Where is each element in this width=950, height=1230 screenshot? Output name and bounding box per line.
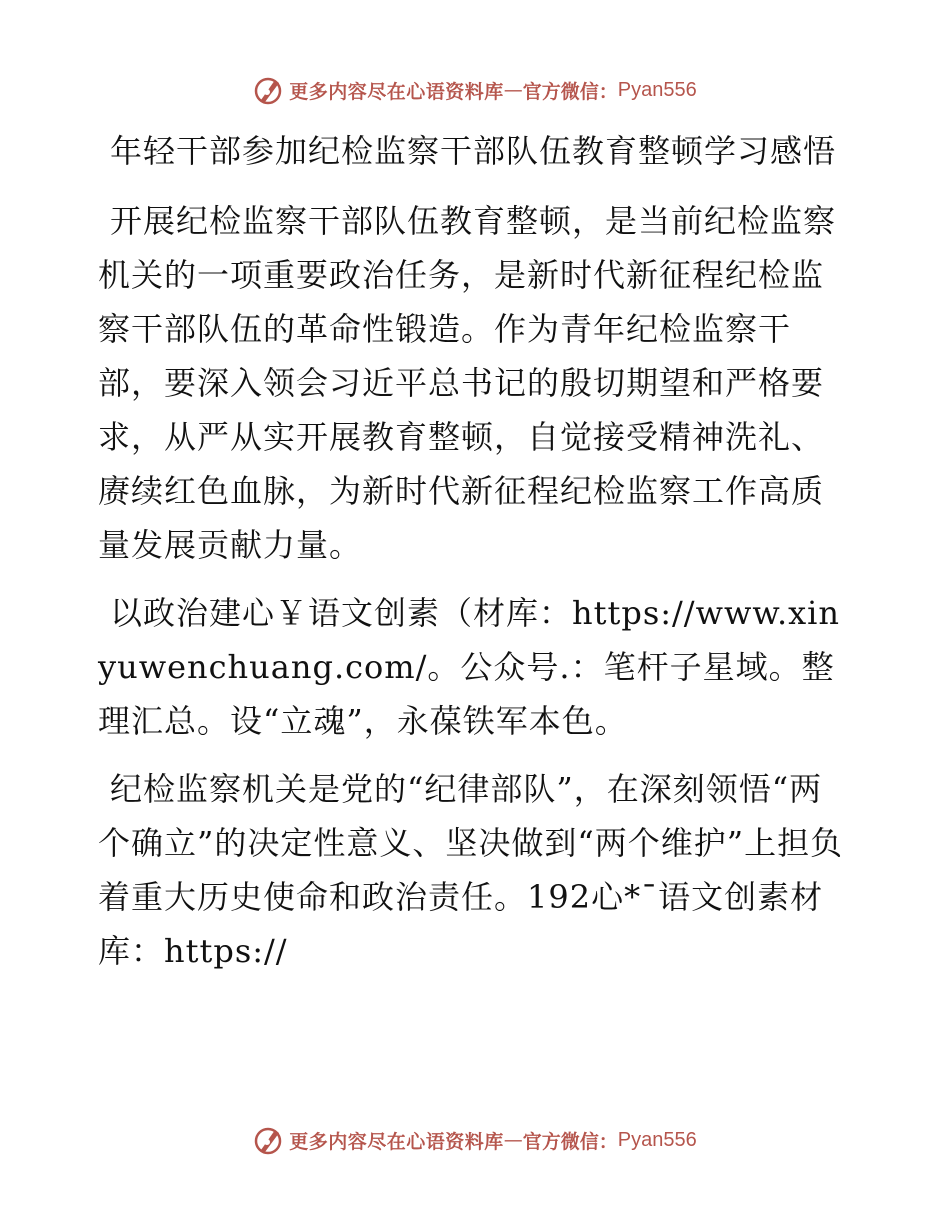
banner-wechat-id: Pyan556 <box>617 1128 697 1151</box>
banner-wechat-label: 官方微信： <box>522 80 618 103</box>
paragraph-3: 纪检监察机关是党的“纪律部队”，在深刻领悟“两个确立”的决定性意义、坚决做到“两个维护”上担负着重大历史使命和政治责任。192心*¯语文创素材库：https:// <box>98 770 844 970</box>
document-body <box>98 124 850 992</box>
banner-text: 更多内容尽在心语资料库 <box>289 80 504 103</box>
banner-text: 更多内容尽在心语资料库 <box>289 1130 504 1153</box>
banner-separator: — <box>503 79 523 101</box>
paragraph-1: 开展纪检监察干部队伍教育整顿，是当前纪检监察机关的一项重要政治任务，是新时代新征程纪检监察干部队伍的革命性锻造。作为青年纪检监察干部，要深入领会习近平总书记的殷切期望和严格要求，从严从实开展教育整顿，自觉接受精神洗礼、赓续红色血脉，为新时代新征程纪检监察工作高质量发展贡献力量。 <box>98 202 837 564</box>
paragraph-2: 以政治建心￥语文创素（材库：https://www.xinyuwenchuang.com/。公众号.：笔杆子星域。整理汇总。设“立魂”，永葆铁军本色。 <box>98 594 841 740</box>
footer-watermark-banner <box>0 1120 950 1160</box>
header-watermark-banner <box>0 70 950 110</box>
banner-separator: — <box>503 1129 523 1151</box>
banner-wechat-label: 官方微信： <box>522 1130 618 1153</box>
document-title: 年轻干部参加纪检监察干部队伍教育整顿学习感悟 <box>110 132 837 170</box>
quill-pen-circle-icon <box>253 1124 285 1156</box>
banner-wechat-id: Pyan556 <box>617 78 697 101</box>
quill-pen-circle-icon <box>253 74 285 106</box>
